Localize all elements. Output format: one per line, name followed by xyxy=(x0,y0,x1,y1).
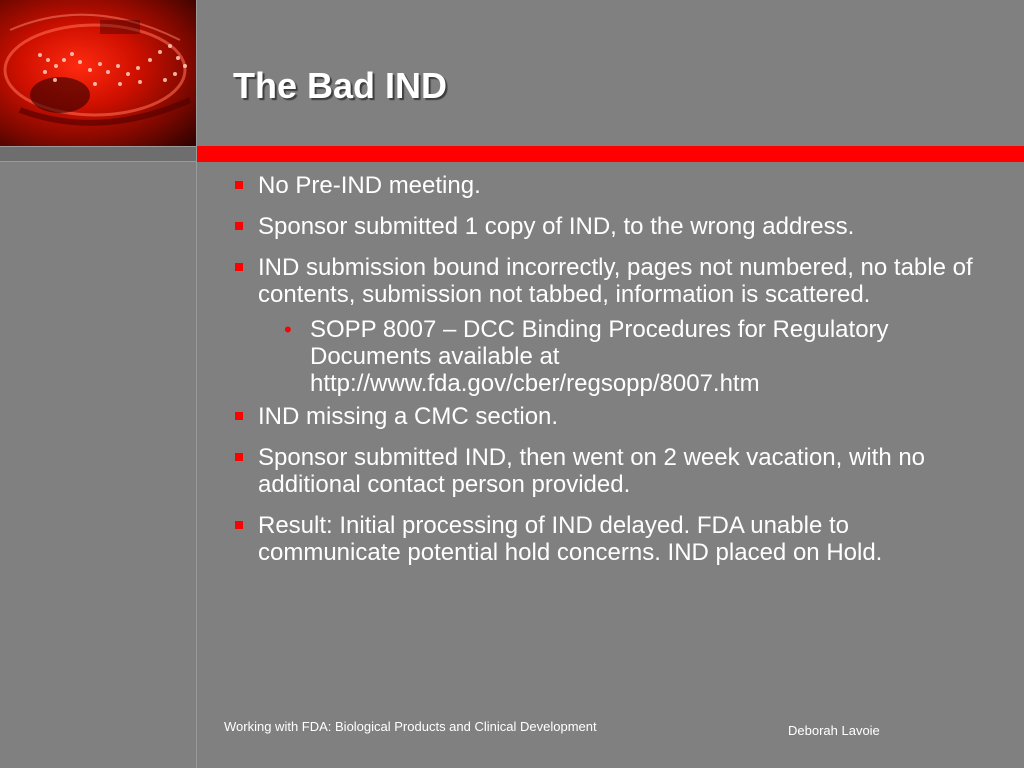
bullet-item xyxy=(232,254,992,308)
red-square-bullet-icon xyxy=(235,412,243,420)
red-accent-bar xyxy=(197,146,1024,162)
sub-bullet-item xyxy=(232,316,992,397)
bullet-item xyxy=(232,444,992,498)
bullet-item xyxy=(232,213,992,240)
bullet-text: IND missing a CMC section. xyxy=(258,403,559,430)
sub-bullet-text: SOPP 8007 – DCC Binding Procedures for Regulatory Documents available at http://www.fda.gov/cber/regsopp/8007.htm xyxy=(310,316,889,397)
bullet-text: IND submission bound incorrectly, pages not numbered, no table of contents, submission not tabbed, information is scattered. xyxy=(258,254,973,308)
red-square-bullet-icon xyxy=(235,453,243,461)
horizontal-divider-left xyxy=(0,146,196,162)
slide-title: The Bad IND xyxy=(233,65,448,106)
red-square-bullet-icon xyxy=(235,222,243,230)
bullet-text: Result: Initial processing of IND delayed. FDA unable to communicate potential hold concerns. IND placed on Hold. xyxy=(258,512,883,566)
bullet-item xyxy=(232,512,992,566)
bullet-item xyxy=(232,172,992,199)
red-square-bullet-icon xyxy=(235,263,243,271)
bullet-text: Sponsor submitted IND, then went on 2 week vacation, with no additional contact person provided. xyxy=(258,444,926,498)
bullet-text: No Pre-IND meeting. xyxy=(258,172,481,199)
red-dot-bullet-icon: • xyxy=(284,317,292,342)
bullet-item xyxy=(232,403,992,430)
red-square-bullet-icon xyxy=(235,181,243,189)
bullet-text: Sponsor submitted 1 copy of IND, to the wrong address. xyxy=(258,213,855,240)
slide-content xyxy=(232,172,992,580)
red-square-bullet-icon xyxy=(235,521,243,529)
corner-circuit-image xyxy=(0,0,196,146)
footer-author: Deborah Lavoie xyxy=(788,723,880,738)
vertical-divider xyxy=(196,0,197,768)
footer-presentation-title: Working with FDA: Biological Products and Clinical Development xyxy=(224,719,597,734)
